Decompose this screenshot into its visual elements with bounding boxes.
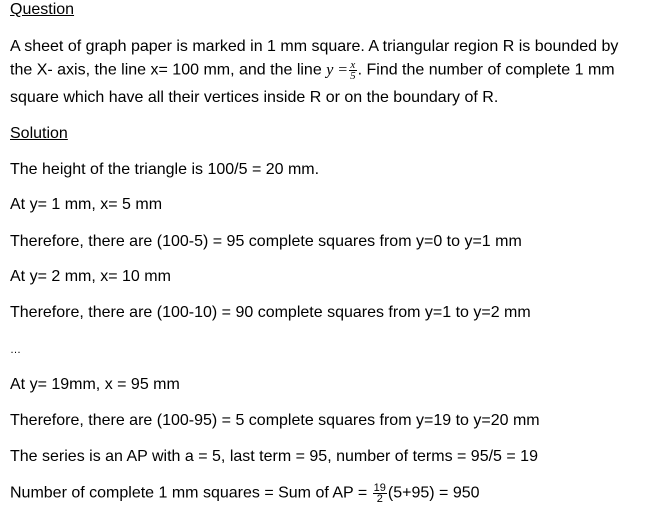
solution-line: Therefore, there are (100-10) = 90 complete squares from y=1 to y=2 mm: [10, 304, 531, 321]
ellipsis: …: [10, 344, 21, 356]
fraction-numerator: x: [350, 59, 356, 71]
question-heading: Question: [10, 1, 75, 18]
sum-fraction-denominator: 2: [376, 493, 383, 505]
solution-line: Therefore, there are (100-95) = 5 complete squares from y=19 to y=20 mm: [10, 412, 540, 429]
question-line-2: [10, 60, 615, 81]
solution-line: At y= 1 mm, x= 5 mm: [10, 196, 163, 213]
final-answer-tail: (5+95) = 950: [387, 484, 480, 502]
final-answer-text: Number of complete 1 mm squares = Sum of AP =: [10, 484, 368, 502]
solution-line: The height of the triangle is 100/5 = 20 mm.: [10, 161, 320, 178]
question-line-3: square which have all their vertices inside R or on the boundary of R.: [10, 89, 499, 106]
equation-lhs: y =: [326, 61, 349, 79]
question-line-2-tail: . Find the number of complete 1 mm: [357, 61, 615, 79]
solution-line: Therefore, there are (100-5) = 95 complete squares from y=0 to y=1 mm: [10, 233, 522, 250]
fraction-denominator: 5: [350, 70, 356, 82]
solution-heading: Solution: [10, 125, 68, 142]
final-answer-line: [10, 483, 480, 504]
solution-line: The series is an AP with a = 5, last term = 95, number of terms = 95/5 = 19: [10, 448, 538, 465]
solution-line: At y= 2 mm, x= 10 mm: [10, 268, 171, 285]
solution-line: At y= 19mm, x = 95 mm: [10, 376, 180, 393]
sum-fraction: [373, 483, 387, 504]
question-line-2-text: the X- axis, the line x= 100 mm, and the line: [10, 61, 322, 79]
equation-fraction: [349, 60, 357, 81]
sum-fraction-numerator: 19: [373, 482, 386, 494]
question-line-1: A sheet of graph paper is marked in 1 mm square. A triangular region R is bounded by: [10, 38, 619, 55]
